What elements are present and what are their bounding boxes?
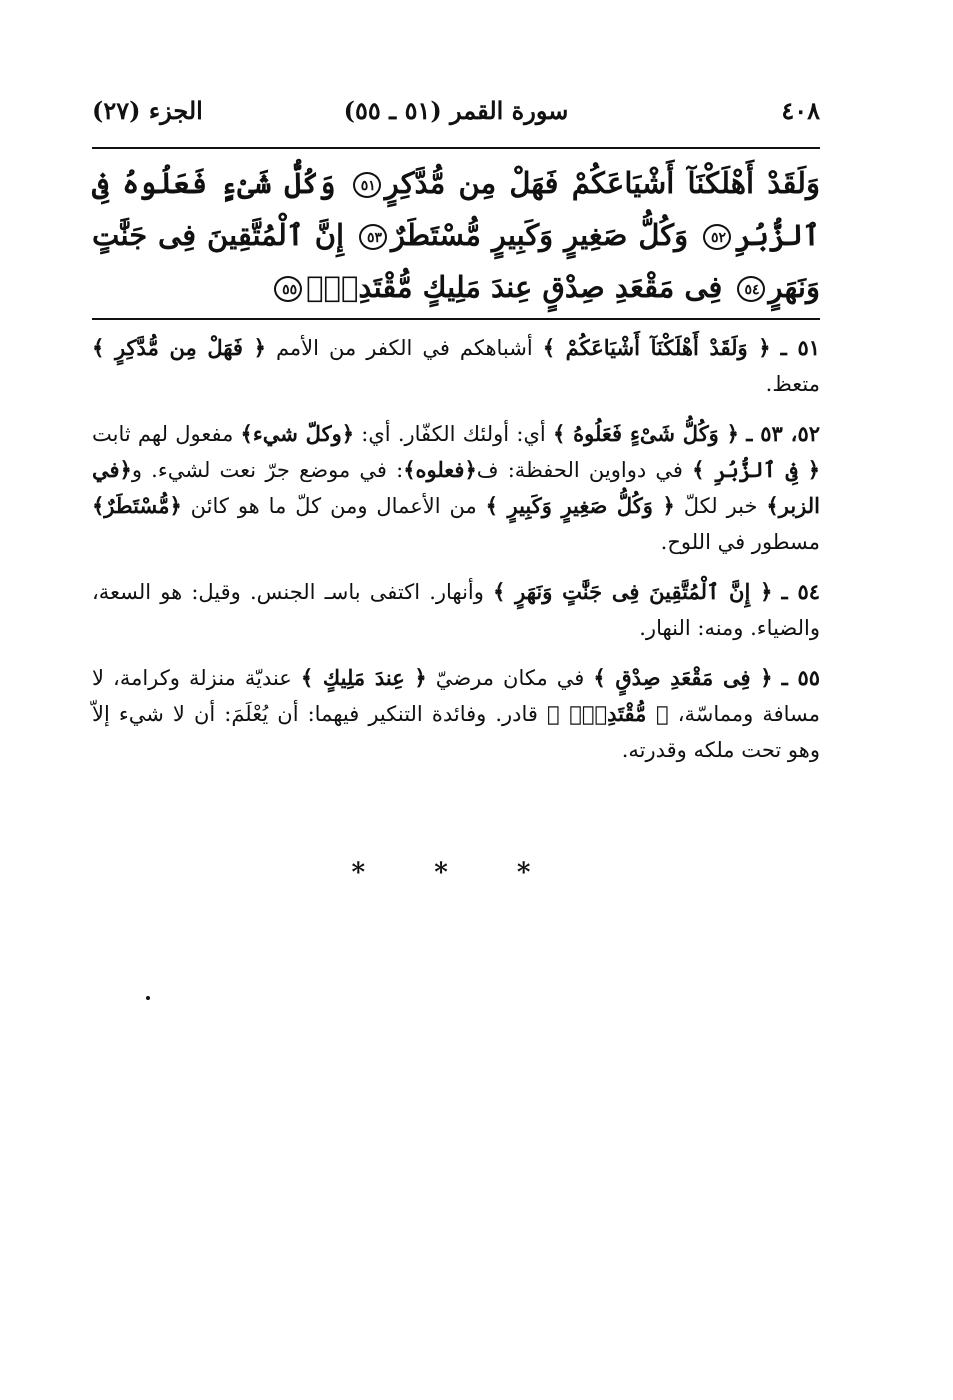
verse-reference-number: ٥٥ ـ: [781, 665, 820, 690]
header-divider: [92, 147, 820, 149]
quoted-verse: ﴿ وَكُلُّ شَىْءٍ فَعَلُوهُ ﴾: [552, 421, 739, 446]
ayah-number-marker: ٥٤: [737, 276, 765, 302]
quran-verses: [92, 157, 820, 313]
commentary-text: عنديّة منزلة وكرامة، لا مسافة ومماسّة،: [92, 666, 820, 726]
commentary-text: أي: أولئك الكفّار. أي:: [354, 422, 553, 446]
commentary-text: متعظ.: [765, 372, 820, 396]
commentary-text: من الأعمال ومن كلّ ما هو كائن: [181, 494, 486, 518]
commentary-text: مفعول لهم ثابت: [92, 422, 241, 446]
commentary-text: خبر لكلّ: [674, 494, 767, 518]
page-header: [92, 92, 820, 136]
verse-text: إِنَّ ٱلْمُتَّقِينَ فِى جَنَّٰتٍ وَنَهَرٍ: [92, 218, 820, 304]
quoted-verse: ﴿ مُّقْتَدِرٍۭ ﴾: [547, 701, 669, 726]
commentary-paragraph: [92, 330, 820, 402]
juz-label: الجزء (٢٧): [92, 96, 203, 125]
commentary-text: قادر. وفائدة التنكير فيهما: أن يُعْلَمَ: أن لا شيء إلاّ وهو تحت ملكه وقدرته.: [92, 702, 820, 762]
ink-dot: [146, 996, 150, 1000]
ayah-number-marker: ٥١: [353, 172, 381, 198]
surah-title: سورة القمر (٥١ ـ ٥٥): [343, 96, 569, 125]
verse-text: فِى مَقْعَدِ صِدْقٍ عِندَ مَلِيكٍ مُّقْتَدِرٍۭ: [306, 270, 723, 304]
quoted-verse: ﴿ فَهَلْ مِن مُّدَّكِرٍ ﴾: [92, 335, 266, 360]
verse-reference-number: ٥١ ـ: [780, 335, 820, 360]
quoted-verse: ﴿ إِنَّ ٱلْمُتَّقِينَ فِى جَنَّٰتٍ وَنَهَرٍ ﴾: [493, 579, 773, 604]
quoted-verse: ﴿ فِى ٱلزُّبُرِ ﴾: [692, 457, 821, 482]
quoted-verse: ﴿وكلّ شيء﴾: [240, 421, 355, 446]
quoted-verse: ﴿مُّسْتَطَرٌ﴾: [92, 493, 182, 518]
commentary-paragraph: [92, 574, 820, 646]
commentary-text: في دواوين الحفظة: ف: [476, 458, 693, 482]
ayah-number-marker: ٥٣: [359, 224, 387, 250]
page-number: ٤٠٨: [781, 96, 820, 125]
verse-reference-number: ٥٤ ـ: [781, 579, 820, 604]
commentary-text: أشباهكم في الكفر من الأمم: [265, 336, 543, 360]
ayah-number-marker: ٥٢: [703, 224, 731, 250]
quoted-verse: ﴿ وَلَقَدْ أَهْلَكْنَآ أَشْيَاعَكُمْ ﴾: [542, 335, 771, 360]
quoted-verse: ﴿ عِندَ مَلِيكٍ ﴾: [300, 665, 427, 690]
quoted-verse: ﴿ فِى مَقْعَدِ صِدْقٍ ﴾: [593, 665, 773, 690]
commentary-text: مسطور في اللوح.: [660, 530, 820, 554]
commentary-paragraph: [92, 660, 820, 768]
quoted-verse: ﴿فعلوه﴾: [403, 457, 477, 482]
quoted-verse: ﴿في الزبر﴾: [92, 457, 820, 518]
verse-text: وَكُلُّ صَغِيرٍ وَكَبِيرٍ مُّسْتَطَرٌ: [391, 218, 689, 252]
verse-text: وَلَقَدْ أَهْلَكْنَآ أَشْيَاعَكُمْ فَهَلْ مِن مُّدَّكِرٍ: [384, 166, 820, 200]
verse-reference-number: ٥٢، ٥٣ ـ: [746, 421, 821, 446]
commentary-paragraph: [92, 416, 820, 560]
ayah-number-marker: ٥٥: [274, 276, 302, 302]
quoted-verse: ﴿ وَكُلُّ صَغِيرٍ وَكَبِيرٍ ﴾: [485, 493, 675, 518]
verse-text: وَكُلُّ شَىْءٍ فَعَلُوهُ فِى ٱلزُّبُرِ: [92, 166, 820, 252]
section-separator: * * *: [351, 858, 561, 888]
commentary-text: وأنهار. اكتفى باسـ الجنس. وقيل: هو السعة، والضياء. ومنه: النهار.: [92, 580, 820, 640]
commentary-text: : في موضع جرّ نعت لشيء. و: [131, 458, 404, 482]
verses-divider: [92, 318, 820, 320]
commentary: [92, 330, 820, 782]
commentary-text: في مكان مرضيّ: [426, 666, 594, 690]
